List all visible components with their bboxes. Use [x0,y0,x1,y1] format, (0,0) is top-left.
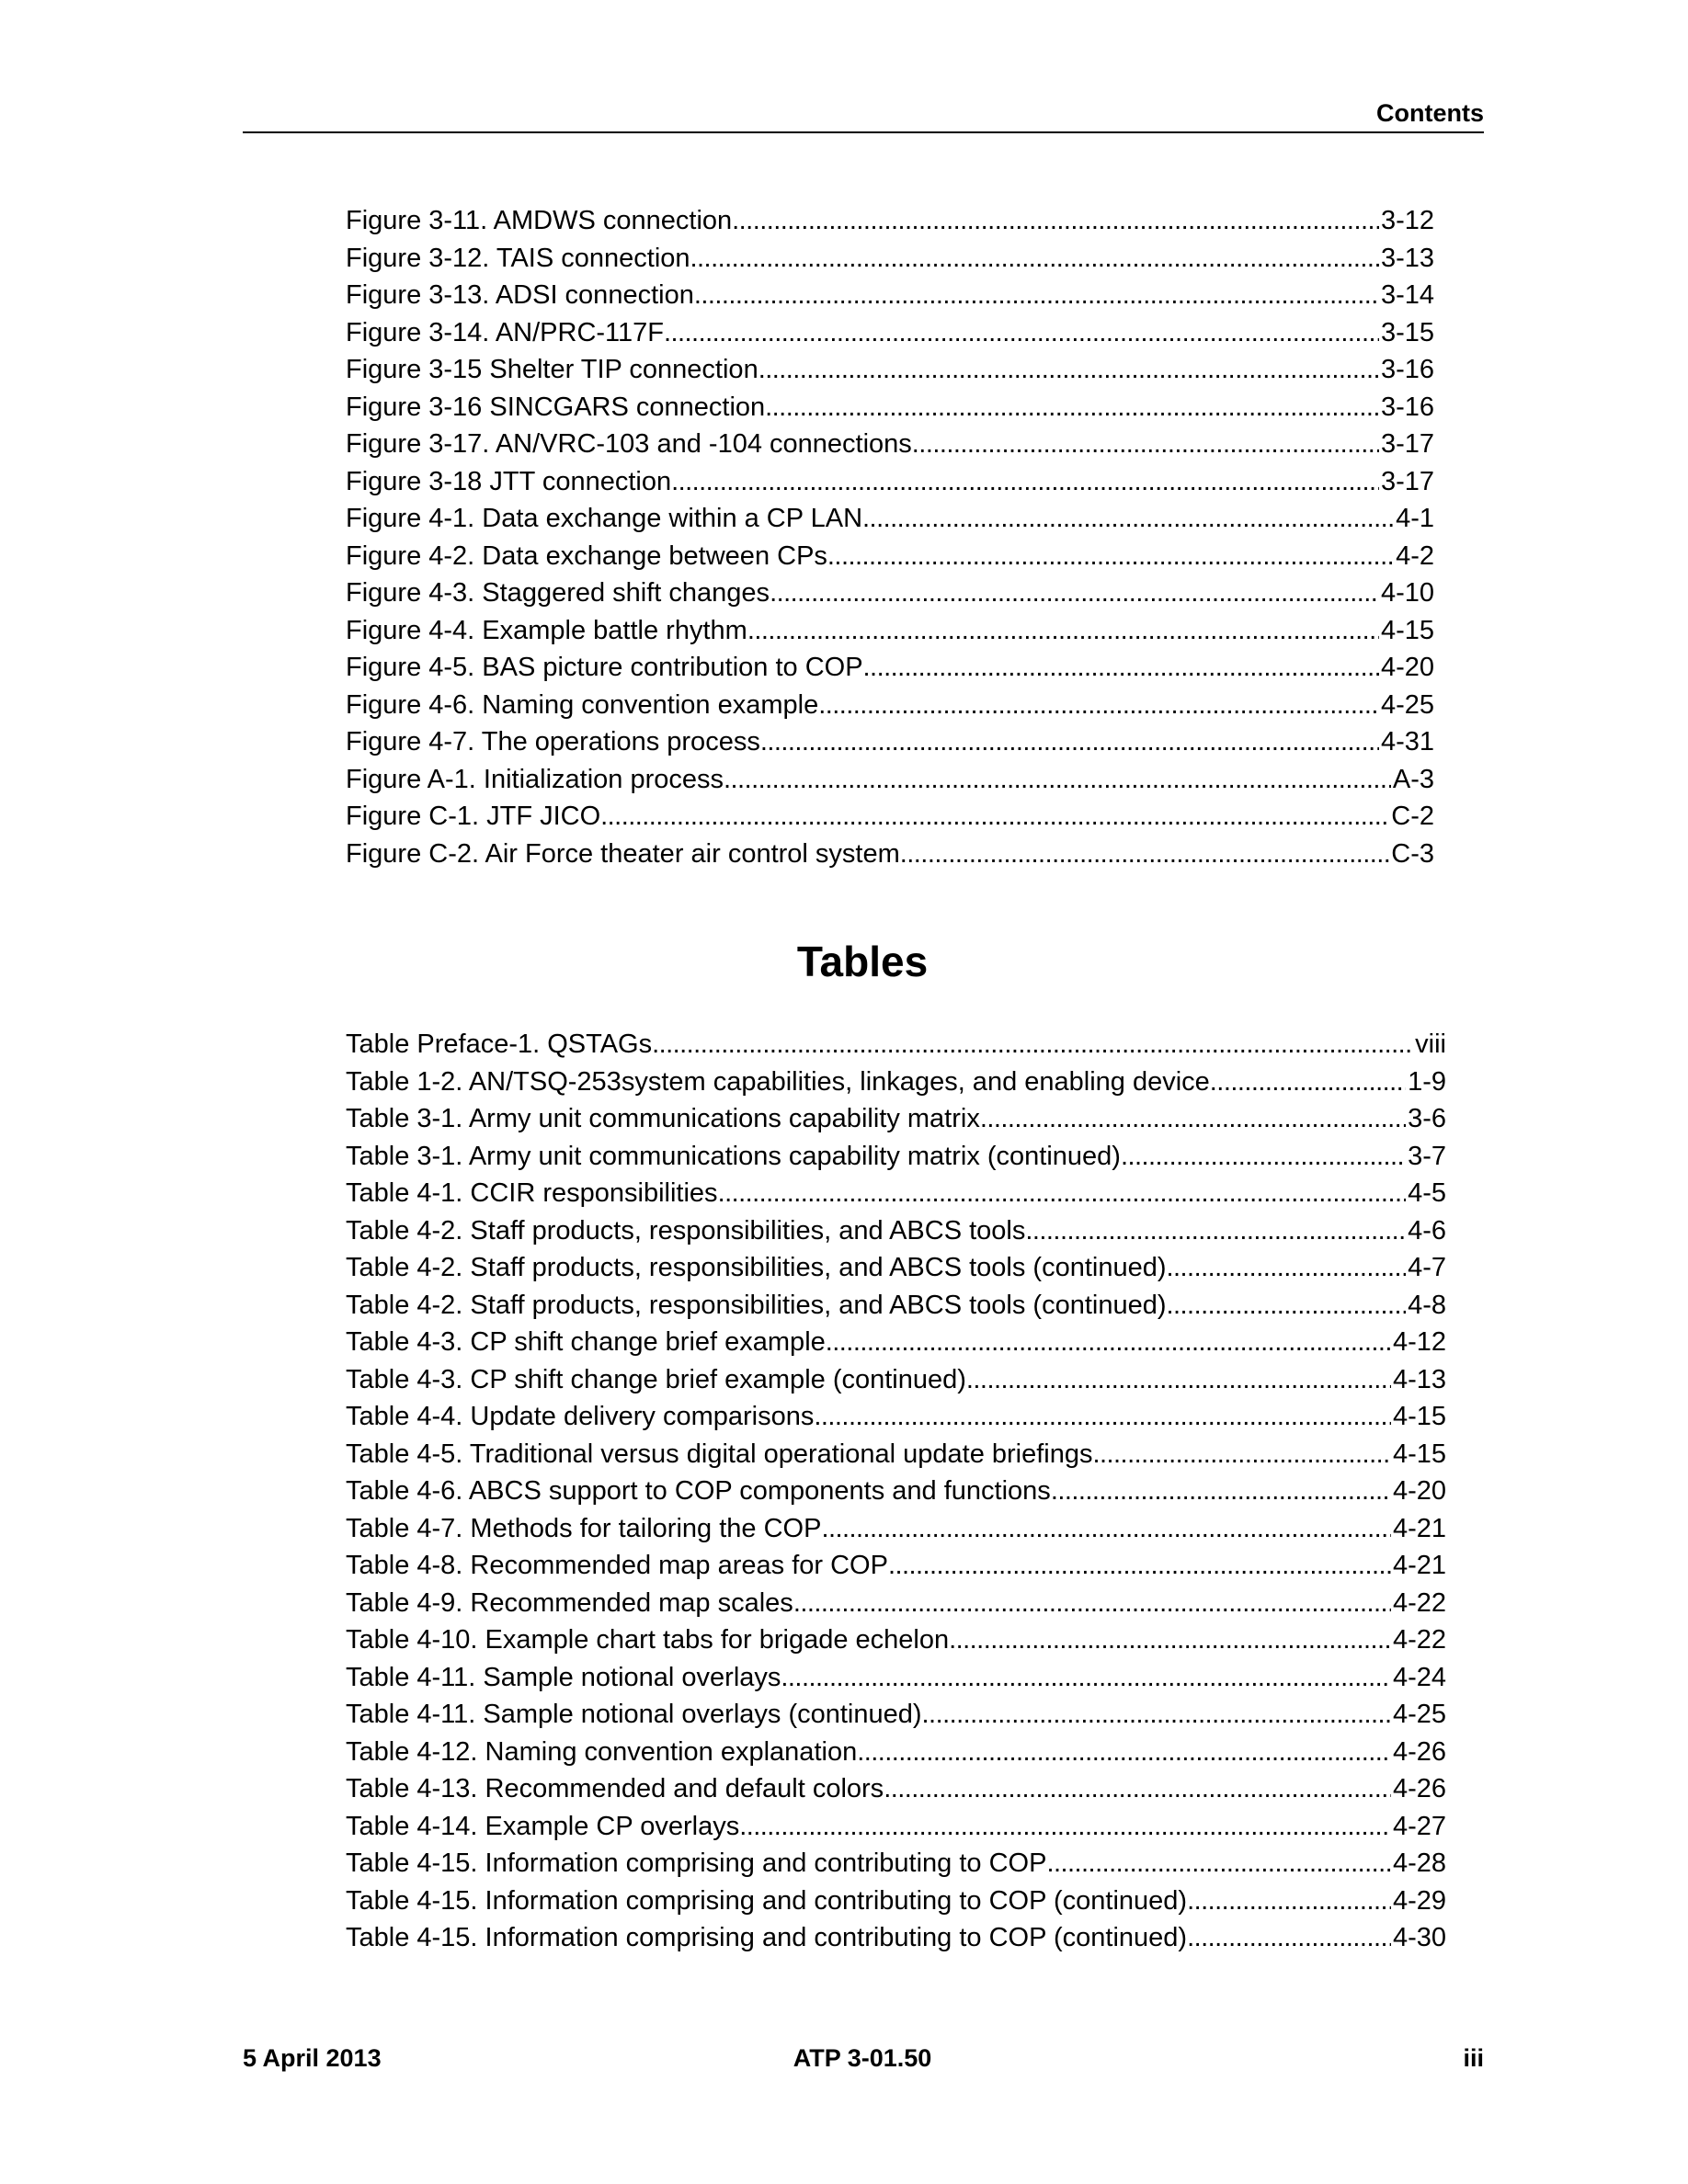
dot-leader [690,240,1379,278]
table-entry[interactable] [346,1100,1446,1138]
figure-entry[interactable] [346,649,1434,687]
dot-leader [888,1547,1391,1585]
entry-title: Table 4-2. Staff products, responsibilities, and ABCS tools (continued) [346,1253,1167,1282]
entry-title: Figure 4-4. Example battle rhythm [346,615,747,645]
dot-leader [884,1770,1391,1808]
entry-page-number: 4-26 [1392,1774,1446,1803]
entry-page-number: 1-9 [1408,1066,1446,1097]
entry-title: Figure 3-16 SINCGARS connection [346,392,766,422]
dot-leader [1210,1064,1406,1101]
table-entry[interactable] [346,1547,1446,1585]
dot-leader [652,1026,1413,1064]
entry-page-number: 3-17 [1380,429,1434,459]
entry-page-number: 3-17 [1380,466,1434,496]
entry-page-number: 4-29 [1392,1885,1446,1916]
entry-page-number: 4-10 [1380,578,1434,608]
entry-title: Table 4-12. Naming convention explanation [346,1736,858,1767]
footer-date: 5 April 2013 [243,2044,382,2072]
dot-leader [600,798,1389,836]
table-entry[interactable] [346,1138,1446,1176]
dot-leader [694,277,1379,314]
entry-page-number: 4-25 [1392,1700,1446,1729]
entry-page-number: viii [1415,1029,1446,1059]
entry-page-number: 3-6 [1408,1104,1446,1133]
entry-page-number: 4-28 [1392,1848,1446,1878]
entry-page-number: 3-16 [1380,355,1434,384]
entry-title: Figure 3-12. TAIS connection [346,243,690,273]
dot-leader [1167,1249,1407,1287]
entry-title: Table 4-1. CCIR responsibilities [346,1178,718,1208]
dot-leader [718,1175,1407,1212]
dot-leader [1051,1473,1391,1510]
figure-entry[interactable] [346,389,1434,427]
entry-title: Figure 3-13. ADSI connection [346,280,694,310]
entry-page-number: 4-30 [1392,1923,1446,1952]
figure-entry[interactable] [346,538,1434,575]
entry-page-number: 4-21 [1392,1551,1446,1580]
dot-leader [826,1324,1391,1361]
figure-entry[interactable] [346,426,1434,463]
entry-title: Table 4-11. Sample notional overlays (continued) [346,1700,922,1729]
dot-leader [1046,1845,1390,1883]
dot-leader [818,687,1379,724]
table-entry[interactable] [346,1473,1446,1510]
entry-page-number: 4-24 [1392,1662,1446,1692]
dot-leader [949,1621,1391,1659]
dot-leader [900,836,1390,873]
entry-title: Table 1-2. AN/TSQ-253system capabilities, linkages, and enabling device [346,1066,1210,1097]
entry-page-number: 4-12 [1392,1327,1446,1357]
figure-entry[interactable] [346,574,1434,612]
dot-leader [671,463,1379,501]
table-entry[interactable] [346,1361,1446,1399]
dot-leader [1093,1436,1391,1473]
dot-leader [1187,1919,1391,1957]
table-entry[interactable] [346,1398,1446,1436]
entry-title: Figure 4-5. BAS picture contribution to COP [346,653,863,682]
dot-leader [922,1696,1391,1734]
entry-title: Figure 4-6. Naming convention example [346,689,819,720]
table-entry[interactable] [346,1883,1446,1920]
dot-leader [770,574,1379,612]
entry-page-number: 4-25 [1380,689,1434,720]
table-entry[interactable] [346,1808,1446,1846]
entry-page-number: 4-20 [1380,653,1434,682]
entry-page-number: 4-15 [1392,1439,1446,1469]
entry-title: Figure C-2. Air Force theater air control system [346,838,900,869]
entry-title: Table 3-1. Army unit communications capability matrix [346,1104,980,1133]
entry-title: Figure 3-11. AMDWS connection [346,206,733,235]
entry-title: Table 4-14. Example CP overlays [346,1811,740,1841]
figure-entry[interactable] [346,836,1434,873]
table-entry[interactable] [346,1287,1446,1325]
entry-title: Table 4-3. CP shift change brief example (continued) [346,1364,966,1394]
table-entry[interactable] [346,1175,1446,1212]
entry-page-number: C-2 [1391,802,1434,831]
entry-title: Table 3-1. Army unit communications capability matrix (continued) [346,1141,1121,1171]
footer-page-number: iii [1463,2044,1484,2072]
dot-leader [758,351,1379,389]
entry-title: Figure C-1. JTF JICO [346,802,601,831]
dot-leader [1025,1212,1406,1250]
entry-title: Table 4-2. Staff products, responsibilities, and ABCS tools (continued) [346,1290,1167,1320]
entry-page-number: 3-7 [1408,1141,1446,1171]
table-entry[interactable] [346,1845,1446,1883]
table-entry[interactable] [346,1436,1446,1473]
table-entry[interactable] [346,1026,1446,1064]
figure-entry[interactable] [346,314,1434,352]
entry-page-number: 3-14 [1380,280,1434,310]
dot-leader [966,1361,1391,1399]
entry-page-number: 4-22 [1392,1625,1446,1655]
entry-page-number: 4-21 [1392,1513,1446,1543]
figure-entry[interactable] [346,277,1434,314]
entry-title: Table 4-13. Recommended and default colors [346,1774,884,1803]
dot-leader [724,761,1391,799]
table-entry[interactable] [346,1064,1446,1101]
dot-leader [862,500,1394,538]
entry-title: Table 4-4. Update delivery comparisons [346,1402,815,1431]
entry-title: Figure 4-1. Data exchange within a CP LAN [346,504,863,533]
figure-entry[interactable] [346,351,1434,389]
running-head: Contents [1376,99,1484,127]
footer-publication: ATP 3-01.50 [793,2044,932,2072]
entry-title: Table 4-15. Information comprising and contributing to COP (continued) [346,1885,1188,1916]
entry-title: Figure 3-17. AN/VRC-103 and -104 connections [346,429,912,459]
entry-page-number: 4-2 [1396,540,1434,571]
entry-page-number: 4-27 [1392,1811,1446,1841]
figure-entry[interactable] [346,463,1434,501]
dot-leader [765,389,1379,427]
entry-title: Table Preface-1. QSTAGs [346,1029,653,1059]
dot-leader [760,723,1379,761]
table-entry[interactable] [346,1212,1446,1250]
entry-title: Table 4-5. Traditional versus digital operational update briefings [346,1439,1093,1469]
table-entry[interactable] [346,1324,1446,1361]
entry-page-number: 4-31 [1380,727,1434,756]
entry-title: Figure 3-15 Shelter TIP connection [346,355,758,384]
entry-page-number: 4-15 [1380,615,1434,645]
entry-title: Figure 3-18 JTT connection [346,466,672,496]
entry-page-number: 4-1 [1396,504,1434,533]
entry-page-number: C-3 [1391,838,1434,869]
dot-leader [1167,1287,1407,1325]
dot-leader [664,314,1379,352]
entry-title: Table 4-3. CP shift change brief example [346,1327,826,1357]
dot-leader [732,202,1379,240]
entry-page-number: 4-26 [1392,1736,1446,1767]
entry-title: Table 4-11. Sample notional overlays [346,1662,781,1692]
figure-entry[interactable] [346,687,1434,724]
entry-title: Table 4-6. ABCS support to COP components and functions [346,1476,1051,1506]
entry-title: Table 4-8. Recommended map areas for COP [346,1551,888,1580]
figure-entry[interactable] [346,761,1434,799]
entry-title: Table 4-10. Example chart tabs for brigade echelon [346,1625,950,1655]
figure-entry[interactable] [346,798,1434,836]
entry-page-number: 4-13 [1392,1364,1446,1394]
entry-page-number: 4-15 [1392,1402,1446,1431]
entry-page-number: 4-6 [1408,1215,1446,1246]
list-of-figures [346,202,1434,872]
entry-title: Figure 4-7. The operations process [346,727,760,756]
entry-title: Figure A-1. Initialization process [346,764,724,794]
table-entry[interactable] [346,1734,1446,1771]
figure-entry[interactable] [346,240,1434,278]
dot-leader [827,538,1394,575]
table-entry[interactable] [346,1510,1446,1548]
entry-page-number: 3-13 [1380,243,1434,273]
header-rule [243,131,1484,133]
entry-title: Figure 3-14. AN/PRC-117F [346,317,664,347]
table-entry[interactable] [346,1621,1446,1659]
entry-page-number: 4-8 [1408,1290,1446,1320]
entry-page-number: 3-16 [1380,392,1434,422]
dot-leader [1121,1138,1406,1176]
entry-page-number: A-3 [1392,764,1434,794]
dot-leader [739,1808,1391,1846]
entry-title: Table 4-9. Recommended map scales [346,1587,793,1618]
table-entry[interactable] [346,1659,1446,1697]
entry-page-number: 4-22 [1392,1587,1446,1618]
tables-heading: Tables [796,938,929,985]
dot-leader [814,1398,1391,1436]
entry-title: Table 4-2. Staff products, responsibilities, and ABCS tools [346,1215,1026,1246]
entry-page-number: 4-7 [1408,1253,1446,1282]
entry-page-number: 3-15 [1380,317,1434,347]
dot-leader [863,649,1379,687]
list-of-tables [346,1026,1446,1957]
entry-title: Table 4-15. Information comprising and contributing to COP [346,1848,1047,1878]
figure-entry[interactable] [346,500,1434,538]
dot-leader [747,612,1379,650]
dot-leader [1187,1883,1391,1920]
table-entry[interactable] [346,1919,1446,1957]
table-entry[interactable] [346,1585,1446,1622]
entry-title: Table 4-15. Information comprising and contributing to COP (continued) [346,1923,1188,1952]
dot-leader [781,1659,1391,1697]
dot-leader [912,426,1379,463]
table-entry[interactable] [346,1696,1446,1734]
table-entry[interactable] [346,1770,1446,1808]
figure-entry[interactable] [346,612,1434,650]
table-entry[interactable] [346,1249,1446,1287]
entry-title: Figure 4-2. Data exchange between CPs [346,540,827,571]
figure-entry[interactable] [346,723,1434,761]
entry-page-number: 3-12 [1380,206,1434,235]
dot-leader [821,1510,1391,1548]
dot-leader [857,1734,1391,1771]
entry-page-number: 4-5 [1408,1178,1446,1208]
figure-entry[interactable] [346,202,1434,240]
entry-title: Figure 4-3. Staggered shift changes [346,578,770,608]
dot-leader [980,1100,1406,1138]
entry-page-number: 4-20 [1392,1476,1446,1506]
entry-title: Table 4-7. Methods for tailoring the COP [346,1513,822,1543]
dot-leader [793,1585,1391,1622]
